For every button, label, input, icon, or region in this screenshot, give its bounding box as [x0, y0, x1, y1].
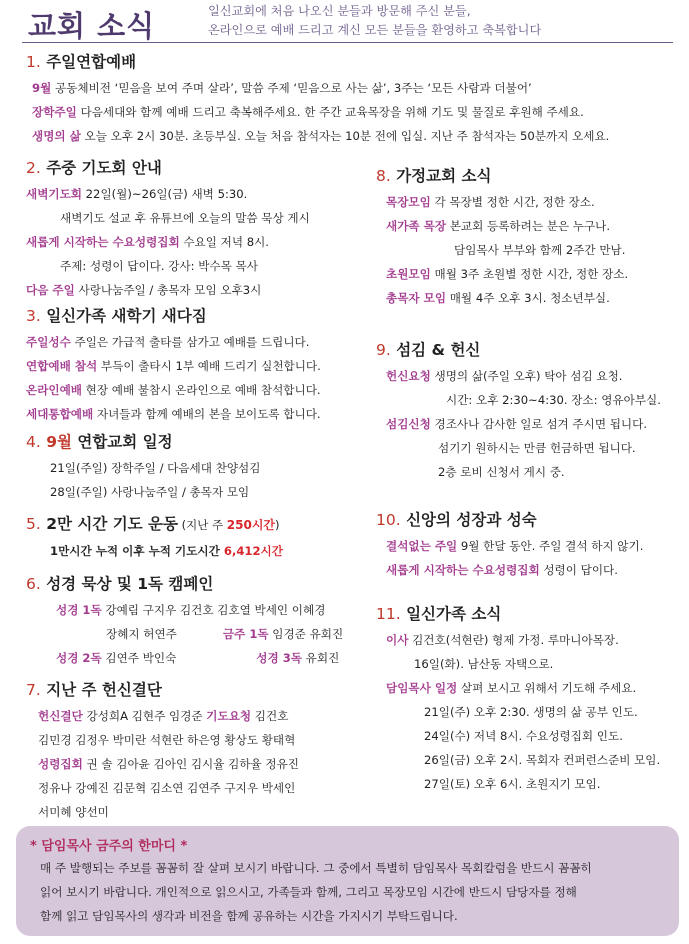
section-11	[376, 600, 676, 796]
section-2	[26, 154, 366, 302]
s7-line: 정유나 강예진 김문혁 김소연 김연주 구지우 박세인	[38, 781, 296, 795]
section-title: 10. 신앙의 성장과 성숙	[376, 511, 537, 529]
s2-line: 새롭게 시작하는 수요성령집회 수요일 저녁 8시.	[26, 235, 269, 249]
s8-line: 담임목사 부부와 함께 2주간 만남.	[454, 243, 626, 257]
s7-line: 성령집회 권 솔 김아윤 김아인 김시율 김하율 정유진	[38, 757, 300, 771]
s2-line: 주제: 성령이 답이다. 강사: 박수목 목사	[60, 259, 258, 273]
s3-line: 주일성수 주일은 가급적 출타를 삼가고 예배를 드립니다.	[26, 335, 310, 349]
welcome-line-1: 일신교회에 처음 나오신 분들과 방문해 주신 분들,	[208, 4, 471, 18]
section-title: 6. 성경 묵상 및 1독 캠페인	[26, 575, 214, 593]
s4-line: 21일(주일) 장학주일 / 다음세대 찬양섬김	[50, 461, 261, 475]
s1-line: 생명의 삶 오늘 오후 2시 30분. 초등부실. 오늘 처음 참석자는 10분 전에 입실. 지난 주 참석자는 50분까지 오세요.	[32, 129, 610, 143]
s11-line: 21일(주) 오후 2:30. 생명의 삶 공부 인도.	[424, 705, 638, 719]
s7-line: 서미혜 양선미	[38, 805, 109, 819]
section-7	[26, 676, 366, 824]
page-title: 교회 소식	[28, 9, 156, 43]
s11-line: 16일(화). 남산동 자택으로.	[414, 657, 554, 671]
section-title: 5. 2만 시간 기도 운동 (지난 주 250시간)	[26, 515, 280, 533]
section-title: 11. 일신가족 소식	[376, 605, 502, 623]
pastor-message-line: 읽어 보시기 바랍니다. 개인적으로 읽으시고, 가족들과 함께, 그리고 목장모임 시간에 반드시 담당자를 정해	[40, 885, 577, 899]
s6-line: 성경 2독 김연주 박인숙 성경 3독 유회진	[56, 651, 340, 665]
s10-line: 결석없는 주일 9월 한달 동안. 주일 결석 하지 않기.	[386, 539, 644, 553]
page-header	[0, 0, 689, 50]
s3-line: 연합예배 참석 부득이 출타시 1부 예배 드리기 실천합니다.	[26, 359, 321, 373]
pastor-message-title: * 담임목사 금주의 한마디 *	[30, 839, 188, 854]
header-divider	[22, 42, 673, 43]
s1-line: 9월 공동체비전 ‘믿음을 보여 주며 살라’, 말씀 주제 ‘믿음으로 사는 삶’, 3주는 ‘모든 사람과 더불어’	[32, 81, 532, 95]
s9-line: 섬기기 원하시는 만큼 헌금하면 됩니다.	[438, 441, 636, 455]
s11-line: 이사 김건호(석현란) 형제 가정. 루마니아목장.	[386, 633, 619, 647]
section-title: 1. 주일연합예배	[26, 53, 137, 71]
s8-line: 목장모임 각 목장별 정한 시간, 정한 장소.	[386, 195, 595, 209]
section-1	[26, 48, 676, 148]
s8-line: 초원모임 매월 3주 초원별 정한 시간, 정한 장소.	[386, 267, 629, 281]
welcome-message	[208, 2, 541, 40]
section-title: 8. 가정교회 소식	[376, 167, 492, 185]
s9-line: 2층 로비 신청서 게시 중.	[438, 465, 565, 479]
s7-line: 김민경 김정우 박미란 석현란 하은영 황상도 황태혁	[38, 733, 296, 747]
section-6	[26, 570, 366, 670]
s2-line: 다음 주일 사랑나눔주일 / 총목자 모임 오후3시	[26, 283, 262, 297]
s11-line: 담임목사 일정 살펴 보시고 위해서 기도해 주세요.	[386, 681, 637, 695]
s1-line: 장학주일 다음세대와 함께 예배 드리고 축복해주세요. 한 주간 교육목장을 위해 기도 및 물질로 후원해 주세요.	[32, 105, 584, 119]
section-title: 2. 주중 기도회 안내	[26, 159, 162, 177]
section-3	[26, 302, 366, 426]
s3-line: 세대통합예배 자녀들과 함께 예배의 본을 보이도록 합니다.	[26, 407, 321, 421]
s8-line: 총목자 모임 매월 4주 오후 3시. 청소년부실.	[386, 291, 610, 305]
s8-line: 새가족 목장 본교회 등록하려는 분은 누구나.	[386, 219, 611, 233]
s2-line: 새벽기도 설교 후 유튜브에 오늘의 말씀 묵상 게시	[60, 211, 310, 225]
s2-line: 새벽기도회 22일(월)~26일(금) 새벽 5:30.	[26, 187, 248, 201]
pastor-message-line: 함께 읽고 담임목사의 생각과 비전을 함께 공유하는 시간을 가지시기 부탁드립니다.	[40, 909, 458, 923]
s11-line: 27일(토) 오후 6시. 초원지기 모임.	[424, 777, 601, 791]
pastor-message-body	[40, 856, 670, 928]
section-title: 4. 9월 연합교회 일정	[26, 433, 173, 451]
section-4	[26, 428, 366, 504]
welcome-line-2: 온라인으로 예배 드리고 계신 모든 분들을 환영하고 축복합니다	[208, 23, 542, 37]
s7-line: 헌신결단 강성희A 김현주 임경준 기도요청 김건호	[38, 709, 289, 723]
s4-line: 28일(주일) 사랑나눔주일 / 총목자 모임	[50, 485, 250, 499]
section-9	[376, 336, 676, 484]
pastor-message-box	[16, 826, 679, 936]
s9-line: 시간: 오후 2:30~4:30. 장소: 영유아부실.	[446, 393, 661, 407]
s9-line: 섬김신청 경조사나 감사한 일로 섬겨 주시면 됩니다.	[386, 417, 648, 431]
s9-line: 헌신요청 생명의 삶(주일 오후) 탁아 섬김 요청.	[386, 369, 623, 383]
s11-line: 26일(금) 오후 2시. 목회자 컨퍼런스준비 모임.	[424, 753, 661, 767]
section-title: 3. 일신가족 새학기 새다짐	[26, 307, 207, 325]
section-5	[26, 510, 366, 563]
s6-line: 성경 1독 강예림 구지우 김건호 김호열 박세인 이혜경	[56, 603, 326, 617]
s6-line: 장혜지 허연주 금주 1독 임경준 유회진	[106, 627, 344, 641]
s3-line: 온라인예배 현장 예배 불참시 온라인으로 예배 참석합니다.	[26, 383, 321, 397]
section-10	[376, 506, 676, 582]
s11-line: 24일(수) 저녁 8시. 수요성령집회 인도.	[424, 729, 623, 743]
s5-line: 1만시간 누적 이후 누적 기도시간 6,412시간	[50, 544, 283, 558]
section-title: 9. 섬김 & 헌신	[376, 341, 481, 359]
s10-line: 새롭게 시작하는 수요성령집회 성령이 답이다.	[386, 563, 618, 577]
section-8	[376, 162, 676, 310]
section-title: 7. 지난 주 헌신결단	[26, 681, 162, 699]
pastor-message-line: 매 주 발행되는 주보를 꼼꼼히 잘 살펴 보시기 바랍니다. 그 중에서 특별히 담임목사 목회칼럼을 반드시 꼼꼼히	[40, 861, 592, 875]
